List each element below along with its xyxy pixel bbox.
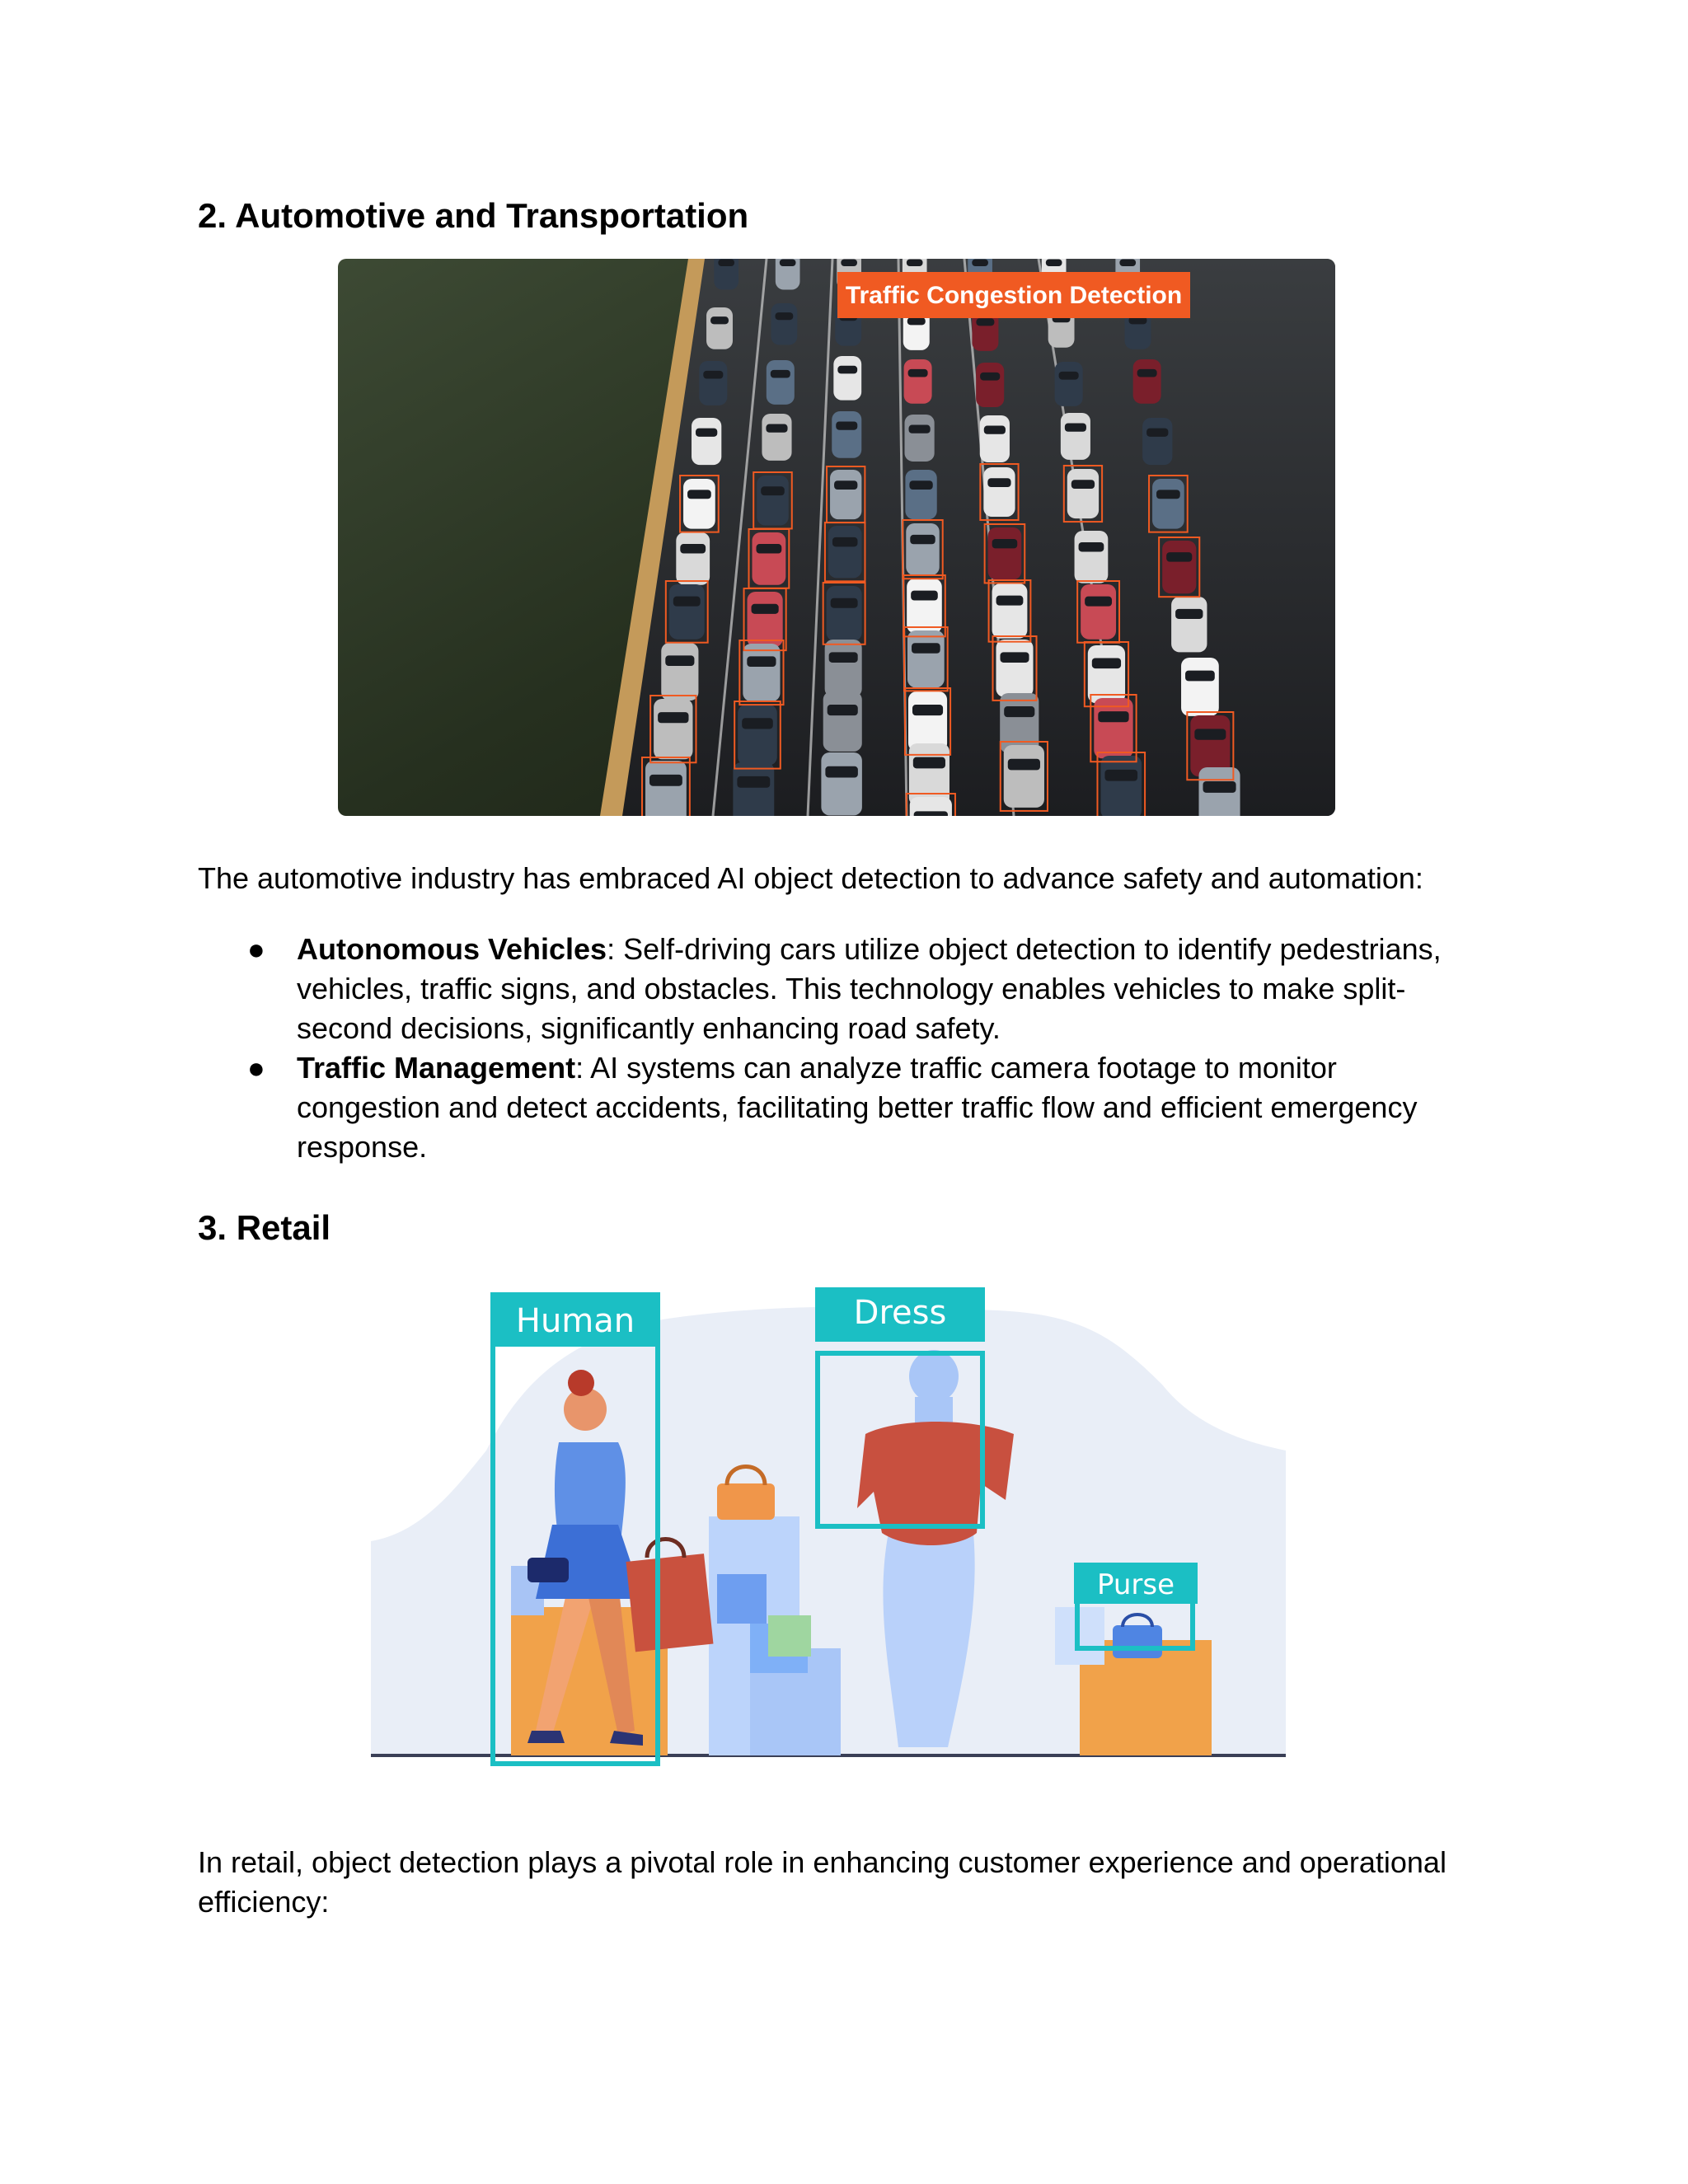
car-windshield xyxy=(976,318,994,326)
car-windshield xyxy=(680,544,706,553)
car-windshield xyxy=(832,537,858,546)
car-windshield xyxy=(1071,480,1095,489)
car-windshield xyxy=(914,811,948,816)
car-windshield xyxy=(907,259,923,266)
car-windshield xyxy=(649,775,682,786)
car-windshield xyxy=(658,712,688,723)
car-windshield xyxy=(756,544,781,553)
car-windshield xyxy=(673,597,701,607)
car-shape xyxy=(661,643,698,701)
car-windshield xyxy=(766,424,787,433)
car-windshield xyxy=(1004,706,1034,717)
car-shape xyxy=(771,303,798,345)
list-item xyxy=(247,930,1484,1048)
car-windshield xyxy=(1166,552,1192,562)
car-shape xyxy=(1055,362,1083,406)
car-shape xyxy=(907,579,942,633)
car-windshield xyxy=(1119,259,1136,266)
car-windshield xyxy=(907,317,926,325)
car-windshield xyxy=(1098,711,1128,722)
car-shape xyxy=(1081,584,1116,640)
car-shape xyxy=(748,592,783,647)
car-windshield xyxy=(1146,429,1168,437)
car-shape xyxy=(1100,756,1142,816)
car-shape xyxy=(645,761,687,816)
car-shape xyxy=(654,699,692,759)
retail-intro: In retail, object detection plays a pivotal role in enhancing customer experience and operational efficiency: xyxy=(198,1845,1447,1919)
car-windshield xyxy=(980,373,1000,381)
car-shape xyxy=(906,523,939,575)
automotive-intro: The automotive industry has embraced AI object detection to advance safety and automation: xyxy=(198,861,1423,895)
car-windshield xyxy=(1008,759,1040,771)
car-shape xyxy=(738,705,777,766)
car-windshield xyxy=(1000,652,1029,663)
bullet-dot: ● xyxy=(247,1051,265,1085)
car-windshield xyxy=(776,312,794,320)
car-shape xyxy=(1171,597,1207,652)
car-shape xyxy=(828,526,862,578)
car-windshield xyxy=(908,369,928,377)
car-shape xyxy=(669,584,705,640)
car-windshield xyxy=(1085,597,1112,607)
car-windshield xyxy=(992,539,1018,548)
section-heading-retail: 3. Retail xyxy=(198,1208,331,1247)
bullet-term: Traffic Management xyxy=(297,1051,576,1085)
car-shape xyxy=(1000,693,1039,753)
car-shape xyxy=(1152,479,1184,529)
car-shape xyxy=(1162,541,1196,593)
car-windshield xyxy=(987,478,1010,487)
car-windshield xyxy=(841,259,857,266)
car-windshield xyxy=(1137,369,1157,377)
bullet-term: Autonomous Vehicles xyxy=(297,932,607,966)
car-windshield xyxy=(910,535,935,544)
car-shape xyxy=(983,467,1015,517)
car-shape xyxy=(827,586,862,641)
label-purse: Purse xyxy=(1096,1568,1175,1601)
car-windshield xyxy=(761,486,785,495)
car-shape xyxy=(830,470,861,519)
car-windshield xyxy=(742,718,773,729)
car-shape xyxy=(909,743,950,806)
car-shape xyxy=(1004,745,1044,808)
car-windshield xyxy=(1175,609,1203,619)
car-shape xyxy=(908,691,947,752)
car-windshield xyxy=(911,591,938,601)
list-item xyxy=(247,1048,1484,1167)
car-windshield xyxy=(984,426,1006,434)
car-windshield xyxy=(771,370,790,378)
bullet-text: : AI systems can analyze traffic camera footage to monitor congestion and detect accidents, facilitating better traffic flow and efficient emergency response. xyxy=(297,1051,1418,1164)
traffic-congestion-image xyxy=(338,259,1335,816)
car-shape xyxy=(825,640,862,697)
car-windshield xyxy=(780,259,796,266)
car-shape xyxy=(1181,658,1219,716)
car-shape xyxy=(832,411,861,458)
car-shape xyxy=(1142,418,1172,465)
car-windshield xyxy=(1065,424,1086,432)
car-shape xyxy=(743,644,780,701)
car-shape xyxy=(905,470,936,519)
car-shape xyxy=(823,691,862,752)
car-windshield xyxy=(1156,490,1180,499)
car-windshield xyxy=(825,766,857,778)
car-windshield xyxy=(834,480,857,490)
car-windshield xyxy=(1104,770,1137,781)
car-shape xyxy=(980,415,1010,462)
car-shape xyxy=(692,418,721,465)
bullet-dot: ● xyxy=(247,932,265,966)
section-heading-automotive: 2. Automotive and Transportation xyxy=(198,196,749,235)
car-windshield xyxy=(909,425,931,434)
car-shape xyxy=(733,762,774,816)
car-windshield xyxy=(996,596,1024,606)
car-shape xyxy=(1133,359,1161,404)
car-windshield xyxy=(1203,781,1236,793)
car-shape xyxy=(907,630,945,687)
car-shape xyxy=(821,752,861,815)
car-shape xyxy=(833,356,861,401)
car-windshield xyxy=(836,421,857,429)
car-windshield xyxy=(1059,372,1079,380)
car-windshield xyxy=(913,757,945,769)
car-windshield xyxy=(1046,259,1062,266)
car-windshield xyxy=(703,371,723,379)
car-windshield xyxy=(831,598,858,608)
car-windshield xyxy=(1079,542,1104,551)
retail-detection-illustration xyxy=(371,1286,1294,1780)
car-shape xyxy=(683,479,715,529)
car-shape xyxy=(904,359,932,404)
car-shape xyxy=(699,361,727,405)
label-human: Human xyxy=(515,1302,635,1340)
car-shape xyxy=(676,532,710,585)
label-dress: Dress xyxy=(853,1294,947,1332)
car-windshield xyxy=(829,652,858,663)
car-windshield xyxy=(912,705,943,715)
car-windshield xyxy=(710,316,729,324)
car-windshield xyxy=(696,429,717,437)
car-shape xyxy=(1061,413,1090,460)
car-windshield xyxy=(665,655,694,666)
car-windshield xyxy=(737,776,770,788)
car-shape xyxy=(992,583,1028,639)
car-windshield xyxy=(687,490,711,499)
car-shape xyxy=(757,476,789,525)
bullet-text: : Self-driving cars utilize object detection to identify pedestrians, vehicles, traffic signs, and obstacles. This technology enables vehicles to make split-second decisions, significantly enhancing road safety. xyxy=(297,932,1442,1045)
car-shape xyxy=(1067,469,1099,518)
car-shape xyxy=(976,363,1004,407)
car-windshield xyxy=(752,604,779,614)
car-windshield xyxy=(972,259,988,266)
automotive-bullet-list xyxy=(247,930,1484,1167)
car-shape xyxy=(1075,531,1109,583)
car-windshield xyxy=(747,656,776,667)
car-shape xyxy=(905,415,935,462)
car-windshield xyxy=(837,366,857,374)
banner-label: Traffic Congestion Detection xyxy=(845,282,1183,309)
car-shape xyxy=(706,307,733,349)
car-windshield xyxy=(1185,671,1215,682)
car-shape xyxy=(996,640,1033,697)
car-windshield xyxy=(1194,729,1226,739)
car-shape xyxy=(752,532,785,585)
car-shape xyxy=(762,414,791,461)
car-shape xyxy=(988,527,1022,579)
car-shape xyxy=(767,360,795,405)
car-windshield xyxy=(828,705,858,715)
car-windshield xyxy=(909,480,932,490)
car-windshield xyxy=(1092,658,1121,668)
car-windshield xyxy=(718,259,734,266)
car-windshield xyxy=(912,643,940,653)
